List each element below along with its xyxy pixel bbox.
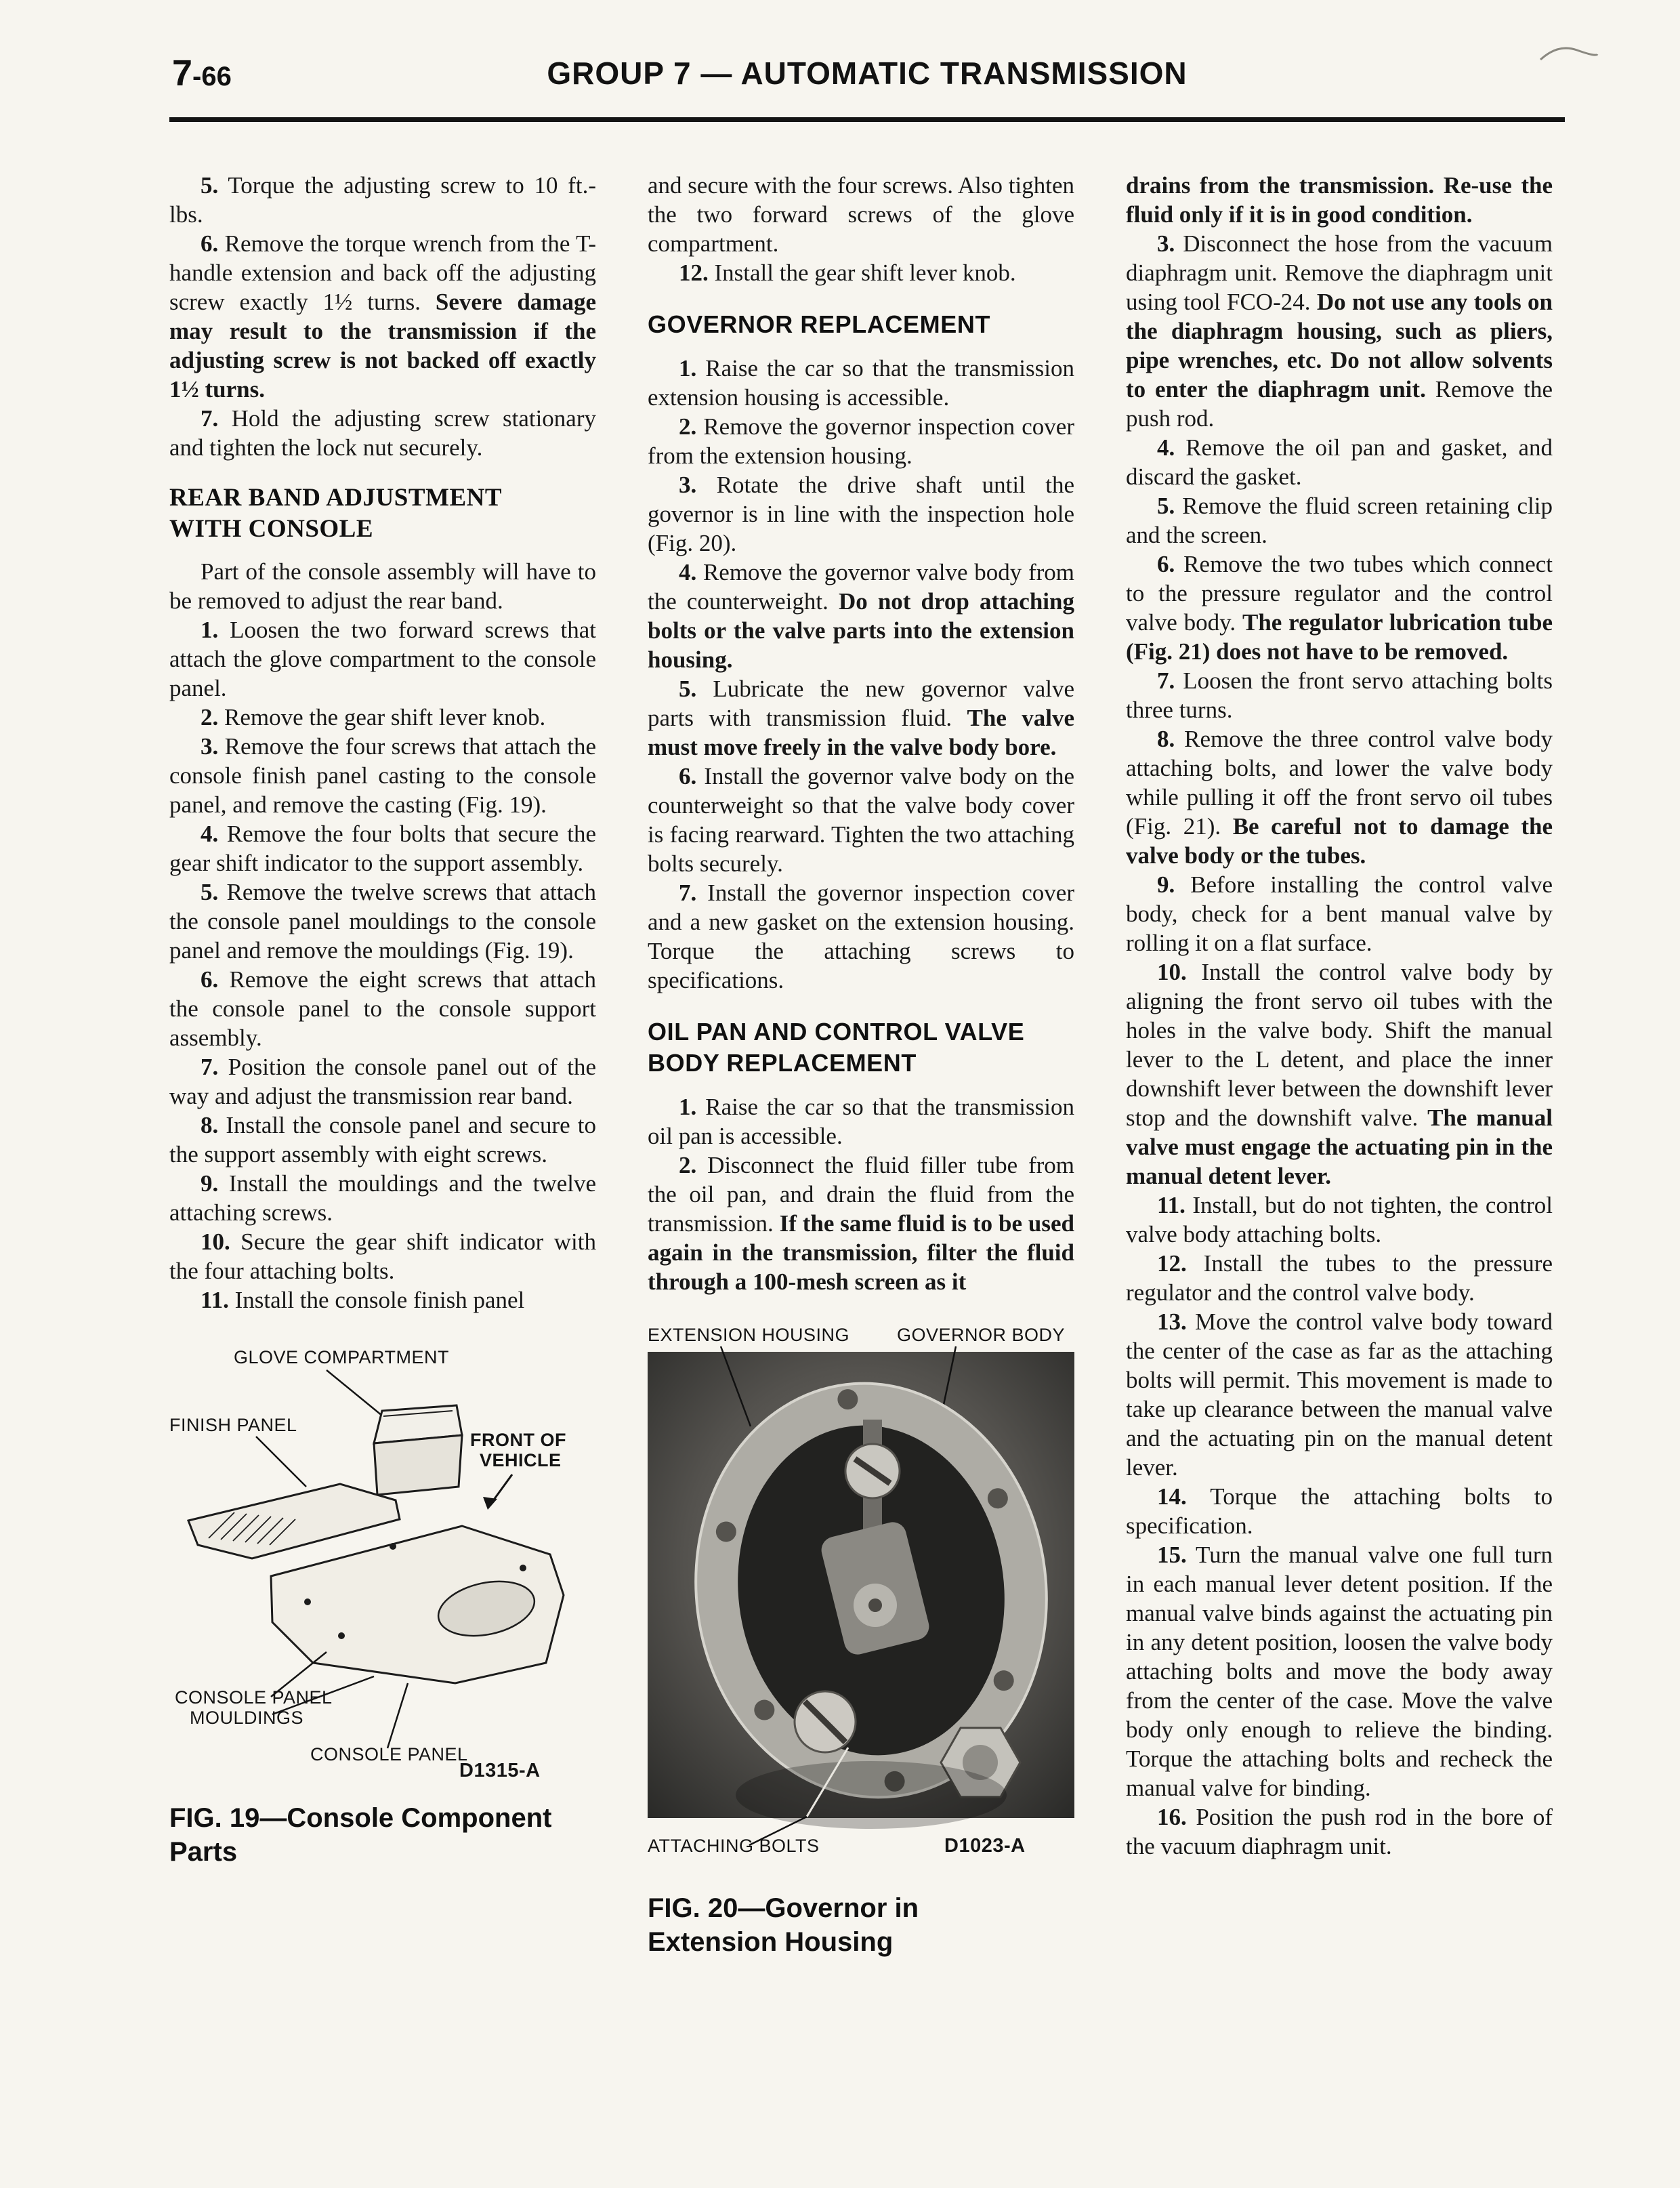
paragraph: 6. Remove the two tubes which connect to the pressure regulator and the control valve body. The regulator lubrication tube (Fig. 21) does not have to be removed. — [1126, 551, 1553, 665]
text-columns — [169, 171, 1565, 1959]
paragraph: 3. Disconnect the hose from the vacuum diaphragm unit. Remove the diaphragm unit using tool FCO-24. Do not use any tools on the diaphragm housing, such as pliers, pipe wrenches, etc. Do not allow solvents to enter the diaphragm unit. Remove the push rod. — [1126, 230, 1553, 432]
paragraph: Part of the console assembly will have to be removed to adjust the rear band. — [169, 558, 596, 614]
label-governor-body: GOVERNOR BODY — [897, 1325, 1066, 1345]
page-number-major: 7 — [172, 53, 193, 94]
label-console-panel-mouldings-2: MOULDINGS — [190, 1708, 304, 1728]
section-heading: REAR BAND ADJUSTMENT WITH CONSOLE — [169, 484, 502, 543]
paragraph: 12. Install the tubes to the pressure regulator and the control valve body. — [1126, 1250, 1553, 1306]
paragraph: 4. Remove the four bolts that secure the gear shift indicator to the support assembly. — [169, 821, 596, 876]
paragraph: 12. Install the gear shift lever knob. — [679, 260, 1016, 286]
column-2-text — [648, 171, 1074, 1296]
paragraph: 3. Rotate the drive shaft until the governor is in line with the inspection hole (Fig. 20). — [648, 472, 1074, 556]
label-front-of-vehicle-1: FRONT OF — [470, 1430, 566, 1450]
paragraph: 6. Remove the eight screws that attach the console panel to the console support assembly. — [169, 966, 596, 1051]
column-1 — [169, 171, 596, 1959]
section-heading: GOVERNOR REPLACEMENT — [648, 310, 991, 338]
governor-photo — [648, 1325, 1074, 1874]
figure-20-caption: FIG. 20—Governor in Extension Housing — [648, 1893, 919, 1957]
header-title: GROUP 7 — AUTOMATIC TRANSMISSION — [547, 56, 1188, 91]
paragraph: and secure with the four screws. Also tighten the two forward screws of the glove compartment. — [648, 172, 1074, 257]
paragraph: drains from the transmission. Re-use the fluid only if it is in good condition. — [1126, 172, 1553, 228]
label-front-of-vehicle-2: VEHICLE — [480, 1450, 562, 1470]
paragraph: 13. Move the control valve body toward the center of the case as far as the attaching bolts will permit. This movement is made to take up clearance between the manual valve and the actuating pin on the manual detent lever. — [1126, 1308, 1553, 1481]
paragraph: 6. Remove the torque wrench from the T-handle extension and back off the adjusting screw exactly 1½ turns. Severe damage may result to the transmission if the adjusting screw is not backed off exactly 1½ turns. — [169, 230, 596, 402]
paragraph: 5. Torque the adjusting screw to 10 ft.-lbs. — [169, 172, 596, 228]
paragraph: 9. Install the mouldings and the twelve attaching screws. — [169, 1170, 596, 1226]
paragraph: 10. Install the control valve body by aligning the front servo oil tubes with the holes in the valve body. Shift the manual lever to the L detent, and place the inner downshift lever between the downshift lever stop and the downshift valve. The manual valve must engage the actuating pin in the manual detent lever. — [1126, 959, 1553, 1189]
paragraph: 8. Install the console panel and secure to the support assembly with eight screws. — [169, 1112, 596, 1168]
paragraph: 14. Torque the attaching bolts to specification. — [1126, 1483, 1553, 1539]
paragraph: 7. Install the governor inspection cover and a new gasket on the extension housing. Torque the attaching screws to specifications. — [648, 880, 1074, 993]
label-glove-compartment: GLOVE COMPARTMENT — [234, 1347, 450, 1367]
column-1-text — [169, 171, 596, 1315]
paragraph: 9. Before installing the control valve body, check for a bent manual valve by rolling it on a flat surface. — [1126, 871, 1553, 956]
paragraph: 4. Remove the oil pan and gasket, and discard the gasket. — [1126, 434, 1553, 490]
section-heading: OIL PAN AND CONTROL VALVE BODY REPLACEMENT — [648, 1018, 1025, 1077]
column-3-text — [1126, 171, 1553, 1861]
paragraph: 3. Remove the four screws that attach the console finish panel casting to the console panel, and remove the casting (Fig. 19). — [169, 733, 596, 818]
page-header — [169, 37, 1565, 117]
paragraph: 2. Disconnect the fluid filler tube from the oil pan, and drain the fluid from the transmission. If the same fluid is to be used again in the transmission, filter the fluid through a 100-mesh screen as it — [648, 1152, 1074, 1295]
figure-20-code: D1023-A — [944, 1835, 1026, 1857]
label-finish-panel: FINISH PANEL — [169, 1415, 297, 1435]
column-3 — [1126, 171, 1553, 1959]
label-extension-housing: EXTENSION HOUSING — [648, 1325, 850, 1345]
paragraph: 15. Turn the manual valve one full turn in each manual lever detent position. If the manual valve binds against the actuating pin in any detent position, loosen the valve body attaching bolts and move the body away from the center of the case. Move the valve body only enough to relieve the binding. Torque the attaching bolts and recheck the manual valve for binding. — [1126, 1542, 1553, 1801]
paragraph: 6. Install the governor valve body on the counterweight so that the valve body cover is facing rearward. Tighten the two attaching bolts securely. — [648, 763, 1074, 877]
paragraph: 4. Remove the governor valve body from the counterweight. Do not drop attaching bolts or the valve parts into the extension housing. — [648, 559, 1074, 673]
paragraph: 1. Raise the car so that the transmission extension housing is accessible. — [648, 355, 1074, 411]
page-number — [172, 52, 232, 94]
paragraph: 5. Remove the fluid screen retaining clip and the screen. — [1126, 493, 1553, 548]
paragraph: 16. Position the push rod in the bore of the vacuum diaphragm unit. — [1126, 1804, 1553, 1859]
figure-19-code: D1315-A — [459, 1760, 541, 1781]
paragraph: 1. Loosen the two forward screws that attach the glove compartment to the console panel. — [169, 617, 596, 701]
paragraph: 11. Install, but do not tighten, the control valve body attaching bolts. — [1126, 1192, 1553, 1247]
paragraph: 7. Loosen the front servo attaching bolts three turns. — [1126, 667, 1553, 723]
figure-19-caption: FIG. 19—Console Component Parts — [169, 1803, 552, 1867]
label-console-panel: CONSOLE PANEL — [310, 1744, 468, 1764]
paragraph: 7. Position the console panel out of the way and adjust the transmission rear band. — [169, 1054, 596, 1109]
paragraph: 8. Remove the three control valve body attaching bolts, and lower the valve body while pulling it off the front servo oil tubes (Fig. 21). Be careful not to damage the valve body or the tubes. — [1126, 726, 1553, 869]
figure-20 — [648, 1325, 1074, 1959]
paragraph: 11. Install the console finish panel — [201, 1287, 525, 1313]
label-attaching-bolts: ATTACHING BOLTS — [648, 1836, 820, 1856]
paragraph: 2. Remove the gear shift lever knob. — [201, 704, 546, 730]
paragraph: 5. Lubricate the new governor valve parts with transmission fluid. The valve must move freely in the valve body bore. — [648, 676, 1075, 760]
page-number-minor: -66 — [192, 62, 232, 91]
paragraph: 10. Secure the gear shift indicator with the four attaching bolts. — [169, 1229, 596, 1284]
paragraph: 5. Remove the twelve screws that attach the console panel mouldings to the console panel and remove the mouldings (Fig. 19). — [169, 879, 596, 964]
arrowhead — [483, 1497, 497, 1510]
paragraph: 7. Hold the adjusting screw stationary and tighten the lock nut securely. — [169, 405, 596, 461]
figure-19 — [169, 1343, 596, 1869]
paragraph: 2. Remove the governor inspection cover from the extension housing. — [648, 413, 1074, 469]
console-components-diagram — [169, 1343, 596, 1783]
paragraph: 1. Raise the car so that the transmission oil pan is accessible. — [648, 1094, 1074, 1149]
column-2 — [648, 171, 1074, 1959]
label-console-panel-mouldings-1: CONSOLE PANEL — [175, 1687, 333, 1708]
header-rule — [169, 117, 1565, 122]
